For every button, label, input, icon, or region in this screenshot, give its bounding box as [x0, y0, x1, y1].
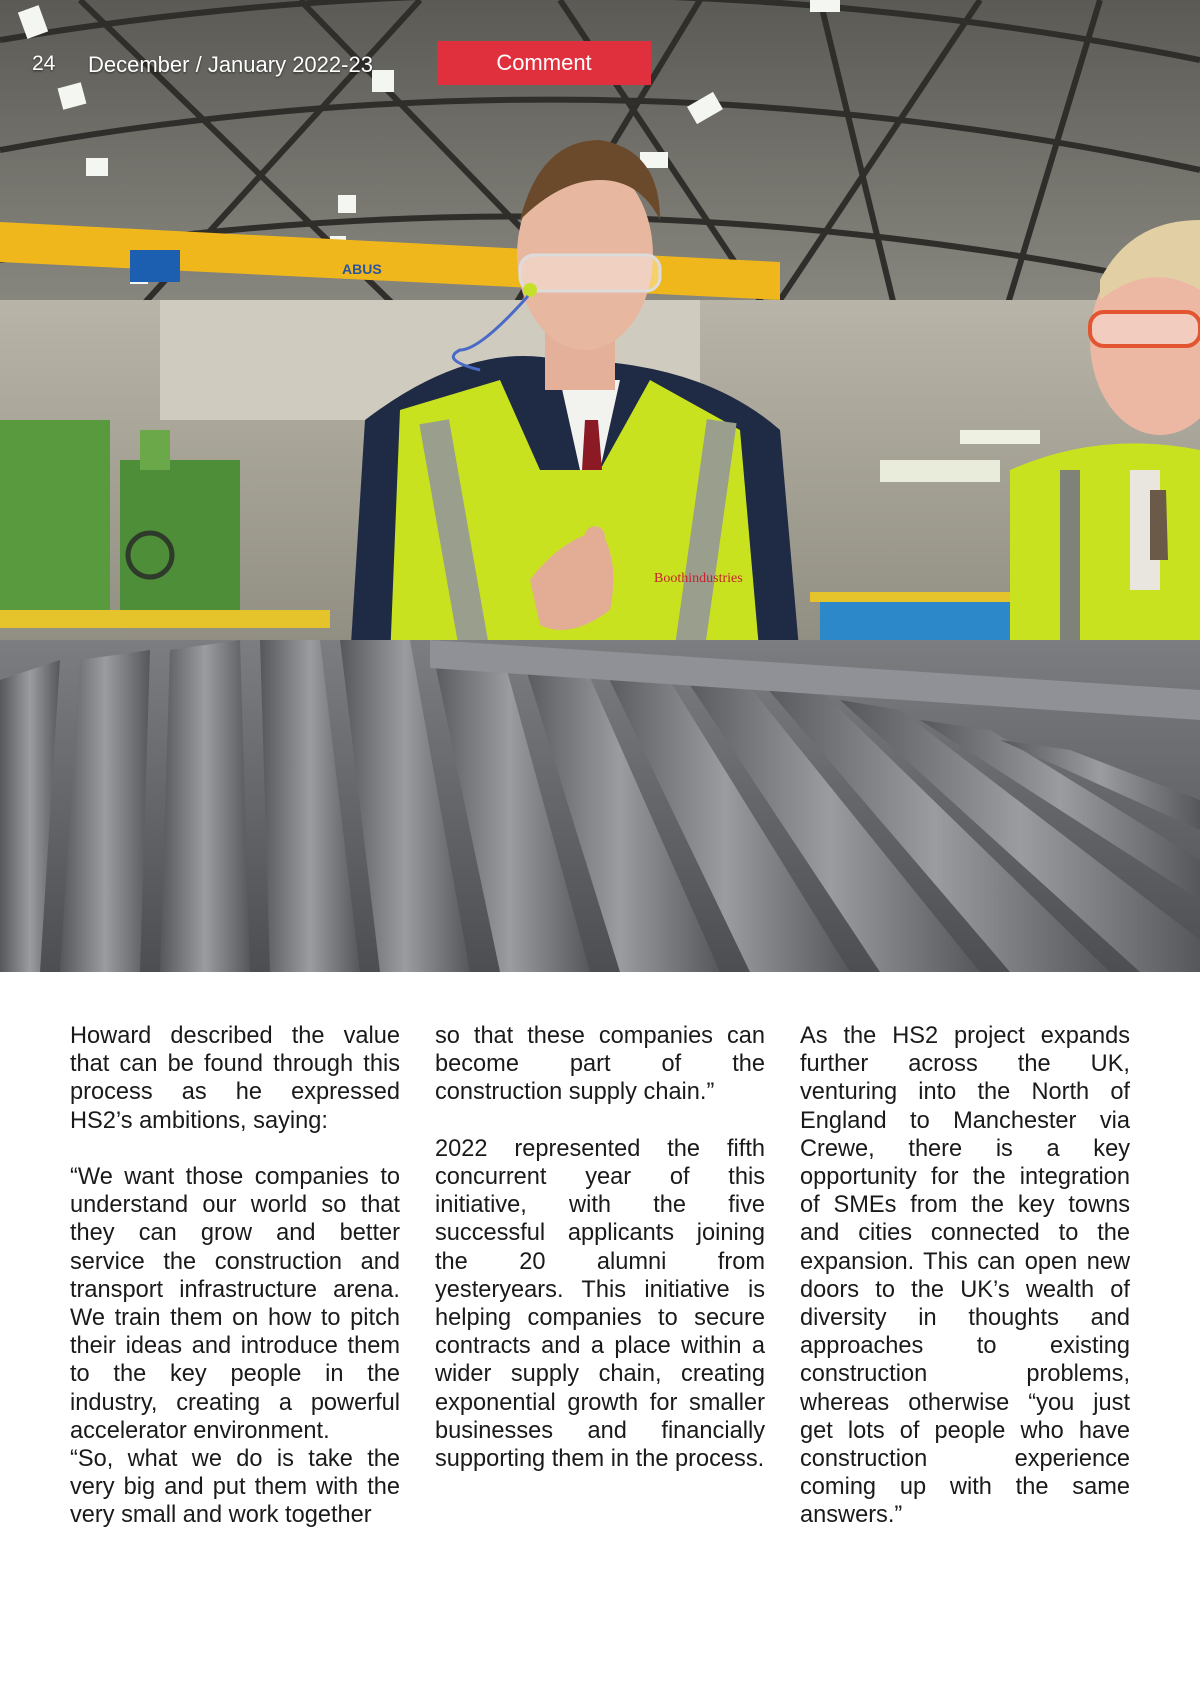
page-number: 24: [32, 52, 56, 75]
crane-label: ABUS: [342, 261, 382, 277]
wall-light: [960, 430, 1040, 444]
section-tag: Comment: [437, 41, 651, 85]
machine-left: [0, 420, 110, 620]
machine-part: [140, 430, 170, 470]
article-body: [70, 1022, 1132, 1530]
blue-bin: [820, 600, 1020, 645]
paragraph: 2022 represented the fifth concurrent year of this initiative, with the five successful applicants joining the 20 alumni from yesteryears. This initiative is helping companies to secure contracts and a place within a wider supply chain, creating exponential growth for smaller businesses and financially supporting them in the process.: [435, 1135, 765, 1473]
paragraph: “We want those companies to understand our world so that they can grow and better service the construction and transport infrastructure arena. We train them on how to pitch their ideas and introduce them to the key people in the industry, creating a powerful accelerator environment.: [70, 1164, 400, 1444]
article-column-1: [70, 1022, 400, 1530]
paragraph: so that these companies can become part of the construction supply chain.”: [435, 1023, 765, 1106]
crane-hoist: [130, 250, 180, 282]
wall-light: [880, 460, 1000, 482]
article-column-2: [435, 1022, 765, 1530]
article-column-3: [800, 1022, 1130, 1530]
vest-brand-label: Boothindustries: [654, 571, 743, 586]
paragraph: As the HS2 project expands further across the UK, venturing into the North of England to Manchester via Crewe, there is a key opportunity for the integration of SMEs from the key towns and cities connected to the expansion. This can open new doors to the UK’s wealth of diversity in thoughts and approaches to existing construction problems, whereas otherwise “you just get lots of people who have construction experience coming up with the same answers.”: [800, 1023, 1130, 1529]
yellow-rail: [0, 610, 330, 628]
paragraph: Howard described the value that can be found through this process as he expressed HS2’s ambitions, saying:: [70, 1023, 400, 1134]
paragraph: “So, what we do is take the very big and put them with the very small and work together: [70, 1446, 400, 1529]
page-header: [0, 0, 1200, 100]
issue-date: December / January 2022-23: [88, 52, 373, 77]
yellow-rail-right: [810, 592, 1030, 602]
